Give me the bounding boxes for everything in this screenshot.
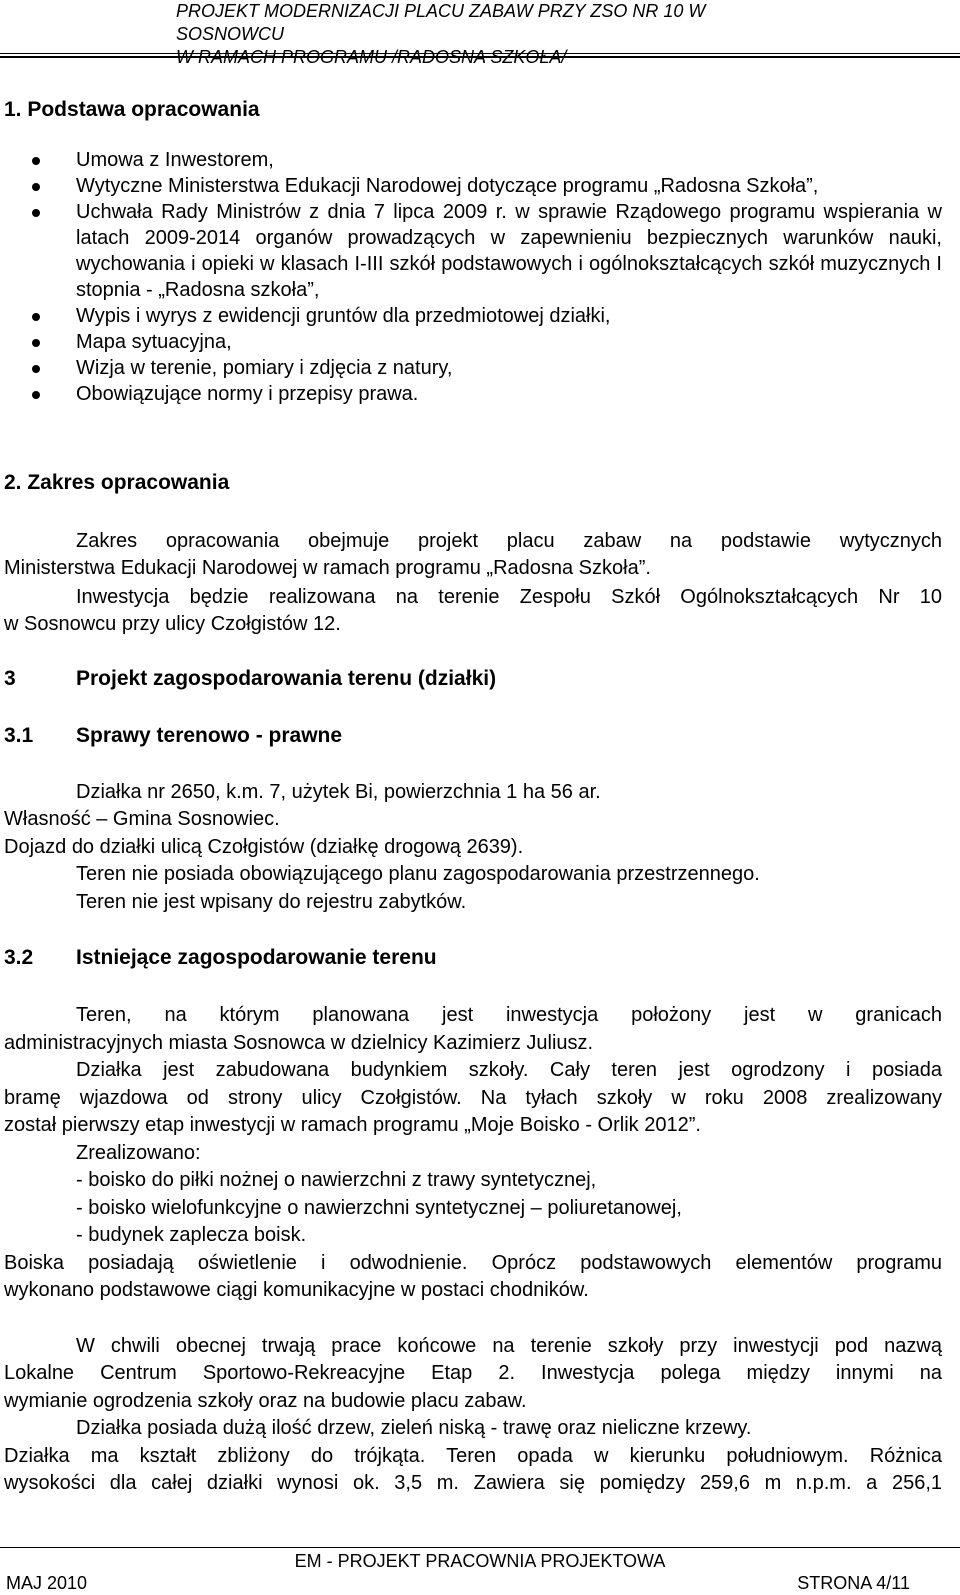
bullet-icon xyxy=(32,313,40,321)
list-item: Uchwała Rady Ministrów z dnia 7 lipca 2009 r. w sprawie Rządowego programu wspierania w latach 2009-2014 organów prowadzących w zapewnieniu bezpiecznych warunków nauki, wychowania i opieki w klasach I-III szkół podstawowych i ogólnokształcących szkół muzycznych I stopnia - „Radosna szkoła”, xyxy=(0,199,960,303)
list-item: Mapa sytuacyjna, xyxy=(0,329,960,355)
section-3-1-number: 3.1 xyxy=(4,724,34,747)
scope-paragraph-line-4: w Sosnowcu przy ulicy Czołgistów 12. xyxy=(4,613,341,635)
scope-paragraph-line-3: Inwestycja będzie realizowana na terenie Zespołu Szkół Ogólnokształcących Nr 10 xyxy=(76,586,942,608)
list-item: Wizja w terenie, pomiary i zdjęcia z natury, xyxy=(0,355,960,381)
section-3-number: 3 xyxy=(4,667,16,690)
page-header xyxy=(176,0,796,69)
existing-line-11: wykonano podstawowe ciągi komunikacyjne w postaci chodników. xyxy=(4,1279,589,1301)
existing-line-6: Zrealizowano: xyxy=(76,1142,201,1164)
footer-page-number: STRONA 4/11 xyxy=(797,1573,910,1593)
existing-line-15: Działka posiada dużą ilość drzew, zieleń niską - trawę oraz nieliczne krzewy. xyxy=(76,1417,752,1439)
footer-company: EM - PROJEKT PRACOWNIA PROJEKTOWA xyxy=(294,1551,666,1571)
legal-line-5: Teren nie jest wpisany do rejestru zabytków. xyxy=(76,891,467,913)
section-3-title: Projekt zagospodarowania terenu (działki) xyxy=(76,667,497,690)
section-3-1-heading xyxy=(4,723,343,749)
list-item: Obowiązujące normy i przepisy prawa. xyxy=(0,381,960,407)
existing-line-17: wysokości dla całej działki wynosi ok. 3,5 m. Zawiera się pomiędzy 259,6 m n.p.m. a 256,1 xyxy=(4,1472,942,1494)
bullet-icon xyxy=(32,183,40,191)
existing-line-5: został pierwszy etap inwestycji w ramach programu „Moje Boisko - Orlik 2012”. xyxy=(4,1114,701,1136)
section-3-heading xyxy=(4,666,497,692)
scope-paragraph-line-2: Ministerstwa Edukacji Narodowej w ramach programu „Radosna Szkoła”. xyxy=(4,557,651,579)
section-2-heading: 2. Zakres opracowania xyxy=(4,471,230,494)
list-item: Wytyczne Ministerstwa Edukacji Narodowej dotyczące programu „Radosna Szkoła”, xyxy=(0,173,960,199)
section-1-heading: 1. Podstawa opracowania xyxy=(4,98,260,121)
section-3-2-heading xyxy=(4,945,437,971)
legal-line-1: Działka nr 2650, k.m. 7, użytek Bi, powierzchnia 1 ha 56 ar. xyxy=(76,781,601,803)
header-divider-thick xyxy=(0,56,960,58)
header-line-1: PROJEKT MODERNIZACJI PLACU ZABAW PRZY ZSO NR 10 W SOSNOWCU xyxy=(176,1,706,44)
legal-line-2: Własność – Gmina Sosnowiec. xyxy=(4,808,280,830)
list-item: Wypis i wyrys z ewidencji gruntów dla przedmiotowej działki, xyxy=(0,303,960,329)
scope-paragraph-line-1: Zakres opracowania obejmuje projekt placu zabaw na podstawie wytycznych xyxy=(76,530,942,552)
legal-line-4: Teren nie posiada obowiązującego planu zagospodarowania przestrzennego. xyxy=(76,863,760,885)
existing-line-13: Lokalne Centrum Sportowo-Rekreacyjne Etap 2. Inwestycja polega między innymi na xyxy=(4,1362,942,1384)
existing-line-10: Boiska posiadają oświetlenie i odwodnienie. Oprócz podstawowych elementów programu xyxy=(4,1252,942,1274)
existing-line-9: - budynek zaplecza boisk. xyxy=(76,1224,307,1246)
existing-line-4: bramę wjazdowa od strony ulicy Czołgistów. Na tyłach szkoły w roku 2008 zrealizowany xyxy=(4,1087,942,1109)
bullet-icon xyxy=(32,391,40,399)
existing-line-1: Teren, na którym planowana jest inwestycja położony jest w granicach xyxy=(76,1004,942,1026)
legal-line-3: Dojazd do działki ulicą Czołgistów (działkę drogową 2639). xyxy=(4,836,524,858)
section-3-2-title: Istniejące zagospodarowanie terenu xyxy=(76,946,437,969)
section-3-1-title: Sprawy terenowo - prawne xyxy=(76,724,343,747)
existing-line-3: Działka jest zabudowana budynkiem szkoły. Cały teren jest ogrodzony i posiada xyxy=(76,1059,942,1081)
existing-line-2: administracyjnych miasta Sosnowca w dzielnicy Kazimierz Juliusz. xyxy=(4,1032,594,1054)
bullet-icon xyxy=(32,365,40,373)
existing-line-8: - boisko wielofunkcyjne o nawierzchni syntetycznej – poliuretanowej, xyxy=(76,1197,682,1219)
existing-line-12: W chwili obecnej trwają prace końcowe na terenie szkoły przy inwestycji pod nazwą xyxy=(76,1335,942,1357)
header-line-2: W RAMACH PROGRAMU /RADOSNA SZKOŁA/ xyxy=(176,47,567,67)
existing-line-14: wymianie ogrodzenia szkoły oraz na budowie placu zabaw. xyxy=(4,1390,527,1412)
section-3-2-number: 3.2 xyxy=(4,946,34,969)
bullet-icon xyxy=(32,339,40,347)
basis-list xyxy=(0,147,960,407)
existing-line-16: Działka ma kształt zbliżony do trójkąta. Teren opada w kierunku południowym. Różnica xyxy=(4,1445,942,1467)
footer-date: MAJ 2010 xyxy=(6,1573,88,1593)
existing-line-7: - boisko do piłki nożnej o nawierzchni z trawy syntetycznej, xyxy=(76,1169,597,1191)
list-item: Umowa z Inwestorem, xyxy=(0,147,960,173)
bullet-icon xyxy=(32,157,40,165)
bullet-icon xyxy=(32,209,40,217)
header-divider xyxy=(0,53,960,54)
footer-divider xyxy=(0,1547,960,1548)
